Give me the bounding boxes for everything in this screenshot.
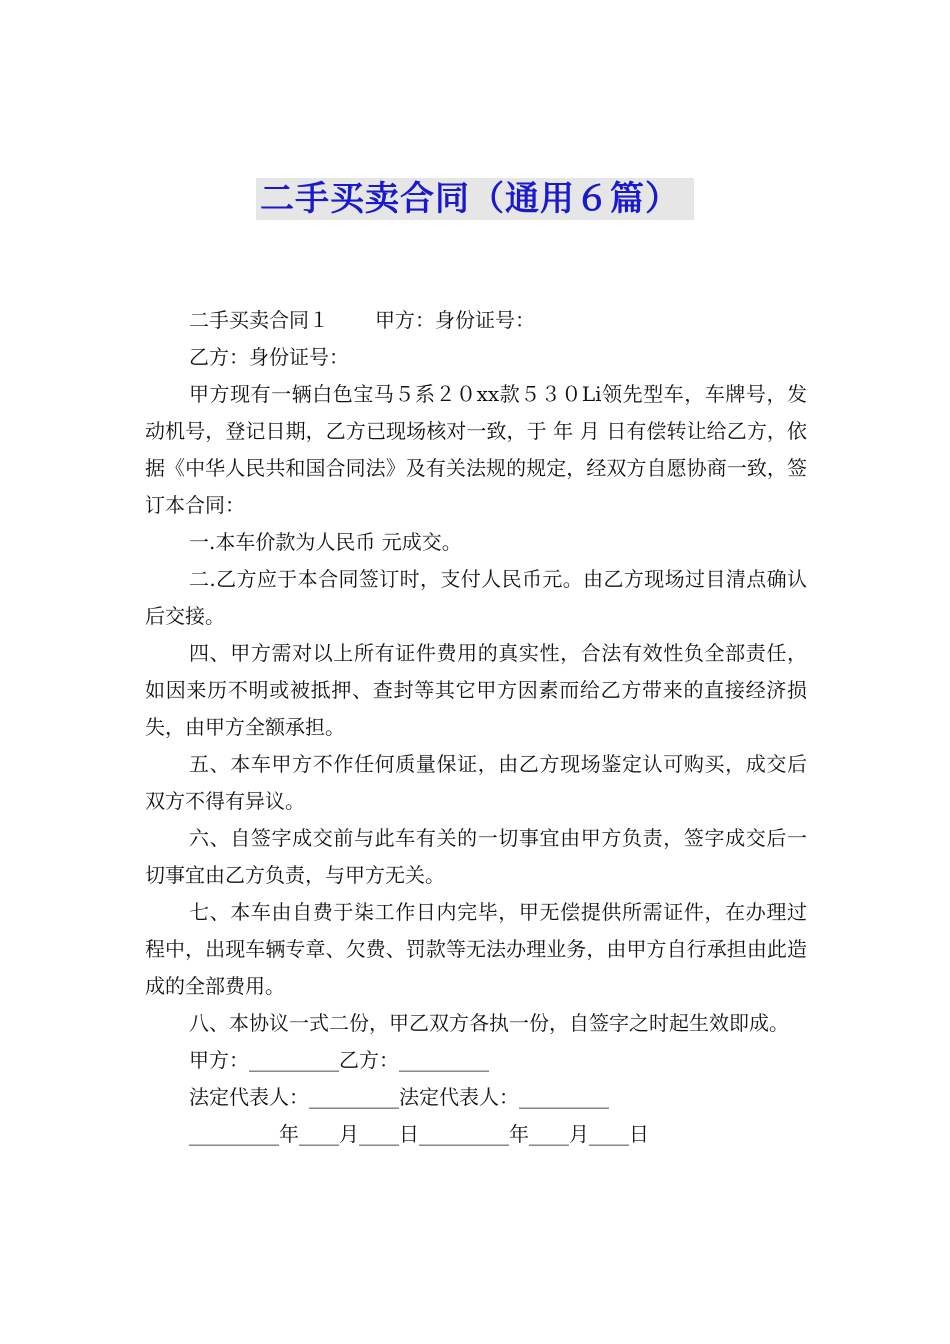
clause-8: 八、本协议一式二份，甲乙双方各执一份，自签字之时起生效即成。 [189, 1011, 789, 1035]
party-b-id-line: 乙方：身份证号： [189, 345, 349, 369]
signature-representatives-line: 法定代表人：_________法定代表人：_________ [189, 1085, 609, 1109]
contract-heading-line [145, 302, 807, 339]
clause-6: 六、自签字成交前与此车有关的一切事宜由甲方负责，签字成交后一切事宜由乙方负责，与甲方无关。 [145, 826, 807, 887]
document-title: 二手买卖合同（通用６篇） [256, 178, 694, 220]
contract-name: 二手买卖合同１ [189, 308, 329, 332]
clause-1: 一.本车价款为人民币 元成交。 [189, 530, 462, 554]
vehicle-paragraph: 甲方现有一辆白色宝马５系２０xx款５３０Li领先型车，车牌号，发动机号，登记日期，乙方已现场核对一致，于 年 月 日有偿转让给乙方，依据《中华人民共和国合同法》及有关法规的规定，经双方自愿协商一致，签订本合同： [145, 382, 807, 517]
clause-7: 七、本车由自费于柒工作日内完毕，甲无偿提供所需证件，在办理过程中，出现车辆专章、欠费、罚款等无法办理业务，由甲方自行承担由此造成的全部费用。 [145, 900, 807, 998]
party-a-id-line: 甲方：身份证号： [375, 308, 535, 332]
signature-parties-line: 甲方：_________乙方：_________ [189, 1048, 489, 1072]
clause-2: 二.乙方应于本合同签订时，支付人民币元。由乙方现场过目清点确认后交接。 [145, 567, 807, 628]
contract-body [145, 302, 807, 1153]
clause-5: 五、本车甲方不作任何质量保证，由乙方现场鉴定认可购买，成交后双方不得有异议。 [145, 752, 807, 813]
clause-4: 四、甲方需对以上所有证件费用的真实性，合法有效性负全部责任，如因来历不明或被抵押、查封等其它甲方因素而给乙方带来的直接经济损失，由甲方全额承担。 [145, 641, 807, 739]
title-wrap [0, 178, 950, 220]
signature-date-line: _________年____月____日_________年____月____日 [189, 1122, 649, 1146]
